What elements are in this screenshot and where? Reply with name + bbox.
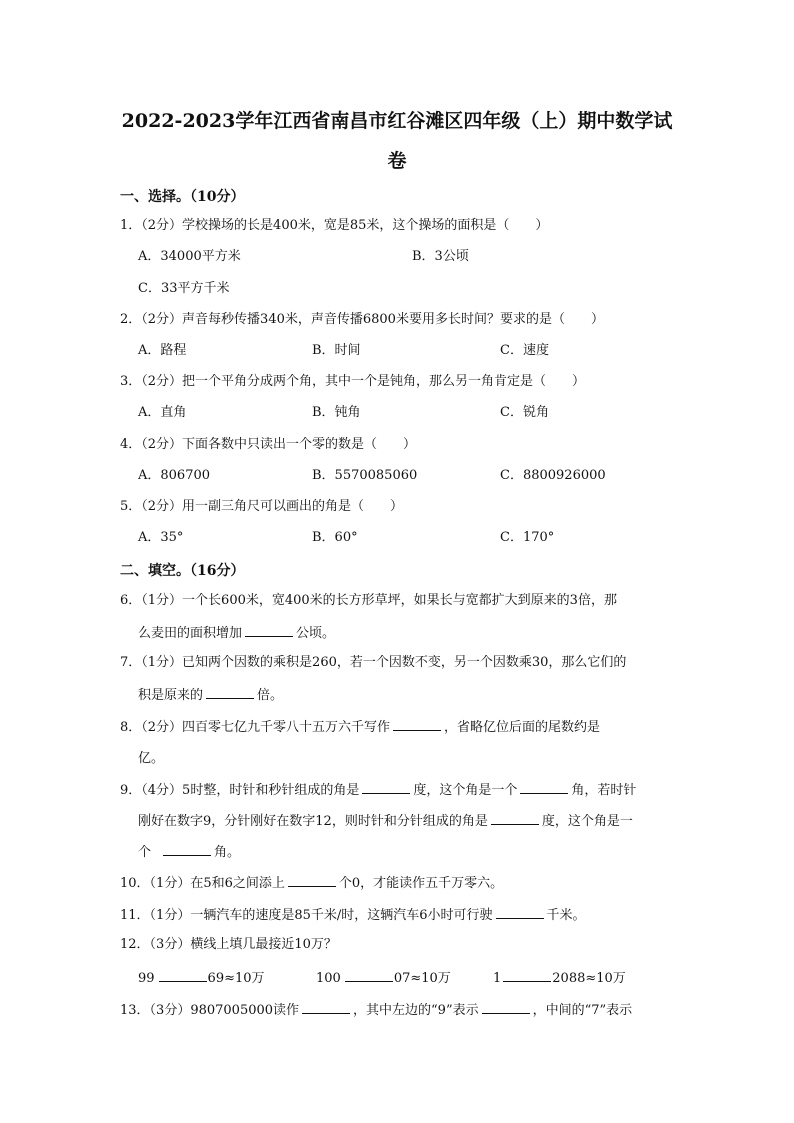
q12-part1-suffix: 69≈10万: [207, 971, 265, 986]
q9-answer-blank-2[interactable]: [520, 780, 568, 794]
q9-line3: [138, 842, 240, 862]
q7-answer-blank[interactable]: [206, 685, 254, 699]
q1-option-b: B．3公顷: [412, 249, 469, 264]
q13-line: [120, 1000, 632, 1020]
q7-line2: [138, 685, 283, 705]
q7-line1: 7．（1分）已知两个因数的乘积是260，若一个因数不变，另一个因数乘30，那么它们的: [120, 655, 627, 670]
q9-text-f: 个: [138, 845, 152, 860]
q5-option-a: A．35°: [138, 530, 184, 545]
q9-answer-blank-3[interactable]: [491, 811, 539, 825]
q2-option-c: C．速度: [500, 343, 549, 358]
q2-option-a: A．路程: [138, 343, 187, 358]
q9-text-g: 角。: [214, 845, 241, 860]
q8-unit: 亿。: [138, 751, 165, 766]
q9-line2: [138, 811, 633, 831]
q2-option-b: B．时间: [312, 343, 361, 358]
q2-stem: 2．（2分）声音每秒传播340米，声音传播6800米要用多长时间？要求的是（ ）: [120, 312, 604, 327]
q9-text-a: 9．（4分）5时整，时针和秒针组成的角是: [120, 783, 360, 798]
q9-answer-blank-1[interactable]: [362, 780, 410, 794]
q12-part2-prefix: 100: [316, 971, 341, 986]
q7-text: 积是原来的: [138, 688, 204, 703]
q12-part2: [316, 968, 451, 988]
exam-title-line1: 2022-2023学年江西省南昌市红谷滩区四年级（上）期中数学试: [121, 110, 673, 132]
q12-answer-blank-1[interactable]: [159, 968, 207, 982]
q5-stem: 5．（2分）用一副三角尺可以画出的角是（ ）: [120, 499, 404, 514]
q8-line2: [138, 748, 164, 768]
q6-answer-blank[interactable]: [245, 623, 293, 637]
q13-text-b: ，其中左边的“9”表示: [353, 1003, 479, 1018]
section2-heading: 二、填空。（16分）: [120, 563, 245, 579]
q5-option-b: B．60°: [312, 530, 358, 545]
q13-answer-blank-2[interactable]: [482, 1000, 530, 1014]
q12-stem: 12．（3分）横线上填几最接近10万？: [120, 937, 337, 952]
q4-option-b: B．5570085060: [312, 468, 418, 483]
q6-unit: 公顷。: [296, 626, 336, 641]
q12-part1: [138, 968, 265, 988]
q8-text-a: 8．（2分）四百零七亿九千零八十五万六千写作: [120, 720, 391, 735]
q12-answer-blank-3[interactable]: [503, 968, 551, 982]
q10-line: [120, 873, 503, 893]
q1-stem: 1．（2分）学校操场的长是400米，宽是85米，这个操场的面积是（ ）: [120, 218, 549, 233]
q11-text-b: 千米。: [546, 908, 586, 923]
q9-text-e: 度，这个角是一: [541, 814, 633, 829]
q13-answer-blank-1[interactable]: [302, 1000, 350, 1014]
q8-line1: [120, 717, 600, 737]
q11-text-a: 11．（1分）一辆汽车的速度是85千米/时，这辆汽车6小时可行驶: [120, 908, 493, 923]
q9-answer-blank-4[interactable]: [163, 842, 211, 856]
q3-option-a: A．直角: [138, 405, 187, 420]
q12-part1-prefix: 99: [138, 971, 155, 986]
q8-text-b: ，省略亿位后面的尾数约是: [444, 720, 601, 735]
q11-answer-blank[interactable]: [496, 905, 544, 919]
q4-option-c: C．8800926000: [500, 468, 606, 483]
q3-option-c: C．锐角: [500, 405, 549, 420]
q12-part3-suffix: 2088≈10万: [552, 971, 626, 986]
q6-line2: [138, 623, 335, 643]
q13-text-a: 13．（3分）9807005000读作: [120, 1003, 300, 1018]
q9-line1: [120, 780, 636, 800]
q11-line: [120, 905, 586, 925]
exam-title-line2: 卷: [387, 150, 407, 172]
q5-option-c: C．170°: [500, 530, 555, 545]
q1-option-a: A．34000平方米: [138, 249, 241, 264]
q10-text-a: 10．（1分）在5和6之间添上: [120, 876, 285, 891]
q13-text-c: ，中间的“7”表示: [532, 1003, 633, 1018]
section1-heading: 一、选择。（10分）: [120, 189, 245, 205]
q9-text-b: 度，这个角是一个: [413, 783, 518, 798]
q12-part3-prefix: 1: [493, 971, 502, 986]
q4-stem: 4．（2分）下面各数中只读出一个零的数是（ ）: [120, 437, 417, 452]
q12-part3: [493, 968, 626, 988]
q4-option-a: A．806700: [138, 468, 211, 483]
q12-answer-blank-2[interactable]: [345, 968, 393, 982]
q7-unit: 倍。: [257, 688, 284, 703]
q12-part2-suffix: 07≈10万: [393, 971, 451, 986]
q10-text-b: 个0，才能读作五千万零六。: [338, 876, 504, 891]
q9-text-d: 刚好在数字9，分针刚好在数字12，则时针和分针组成的角是: [138, 814, 488, 829]
q9-text-c: 角，若时针: [571, 783, 637, 798]
q1-option-c: C．33平方千米: [138, 281, 230, 296]
q3-option-b: B．钝角: [312, 405, 361, 420]
q6-text: 么麦田的面积增加: [138, 626, 243, 641]
q6-line1: 6．（1分）一个长600米，宽400米的长方形草坪，如果长与宽都扩大到原来的3倍，那: [120, 593, 617, 608]
q3-stem: 3．（2分）把一个平角分成两个角，其中一个是钝角，那么另一角肯定是（ ）: [120, 374, 586, 389]
q10-answer-blank[interactable]: [288, 873, 336, 887]
q8-answer-blank-1[interactable]: [393, 717, 441, 731]
